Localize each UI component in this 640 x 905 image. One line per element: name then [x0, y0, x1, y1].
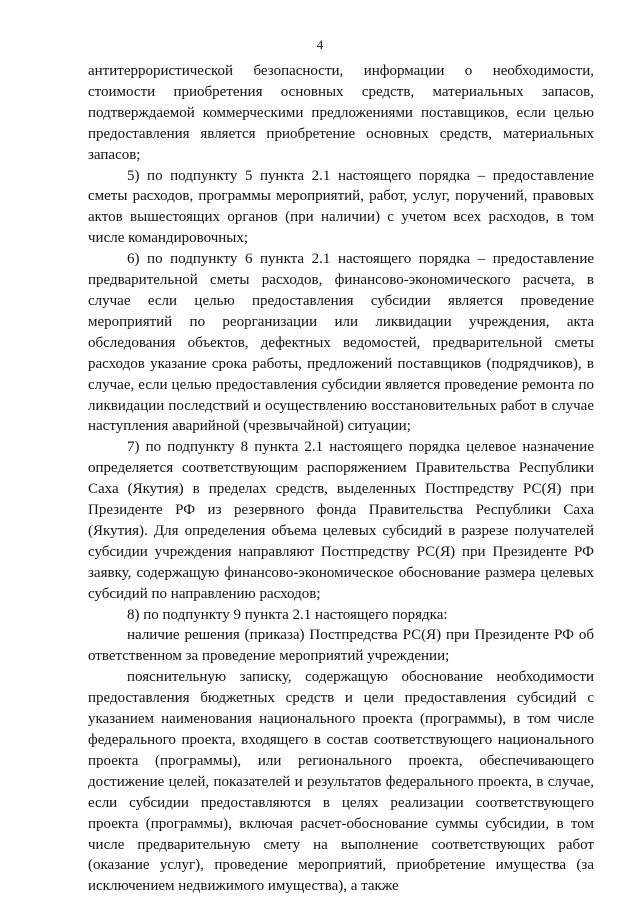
- paragraph-item-8: 8) по подпункту 9 пункта 2.1 настоящего порядка:: [127, 606, 448, 623]
- paragraph-explanatory-note: пояснительную записку, содержащую обоснование необходимости предоставления бюджетных средств и цели предоставления субсидий с указанием наименования национального проекта (программы), в том числе федерального проекта, входящего в состав соответствующего национального проекта (программы), или регионального проекта, обеспечивающего достижение целей, показателей и результатов федерального проекта, в случае, если субсидии предоставляются в целях реализации соответствующего проекта (программы), включая расчет-обоснование суммы субсидии, в том числе предварительную смету на выполнение соответствующих работ (оказание услуг), проведение мероприятий, приобретение имущества (за исключением недвижимого имущества), а также: [88, 669, 594, 895]
- document-body: [88, 61, 594, 897]
- page-number: 4: [316, 37, 324, 52]
- paragraph-item-7: 7) по подпункту 8 пункта 2.1 настоящего порядка целевое назначение определяется соответствующим распоряжением Правительства Республики Саха (Якутия) в пределах средств, выделенных Постпредству РС(Я) при Президенте РФ из резервного фонда Правительства Республики Саха (Якутия). Для определения объема целевых субсидий в разрезе получателей субсидии учреждения направляют Постпредству РС(Я) при Президенте РФ заявку, содержащую финансово-экономическое обоснование размера целевых субсидий по направлению расходов;: [88, 439, 594, 602]
- paragraph-decision-order: наличие решения (приказа) Постпредства РС(Я) при Президенте РФ об ответственном за проведение мероприятий учреждении;: [88, 627, 594, 665]
- paragraph-item-6: 6) по подпункту 6 пункта 2.1 настоящего порядка – предоставление предварительной сметы расходов, финансово-экономического расчета, в случае если целью предоставления субсидии является проведение мероприятий по реорганизации или ликвидации учреждения, акта обследования объектов, дефектных ведомостей, предварительной сметы расходов указание срока работы, предложений поставщиков (подрядчиков), в случае, если целью предоставления субсидии является проведение ремонта по ликвидации последствий и осуществлению восстановительных работ в случае наступления аварийной (чрезвычайной) ситуации;: [88, 251, 594, 435]
- paragraph-list-continuation: антитеррористической безопасности, информации о необходимости, стоимости приобретения основных средств, материальных запасов, подтверждаемой коммерческими предложениями поставщиков, если целью предоставления является приобретение основных средств, материальных запасов;: [88, 63, 594, 163]
- paragraph-item-5: 5) по подпункту 5 пункта 2.1 настоящего порядка – предоставление сметы расходов, программы мероприятий, работ, услуг, поручений, правовых актов вышестоящих органов (при наличии) с учетом всех расходов, в том числе командировочных;: [88, 167, 594, 247]
